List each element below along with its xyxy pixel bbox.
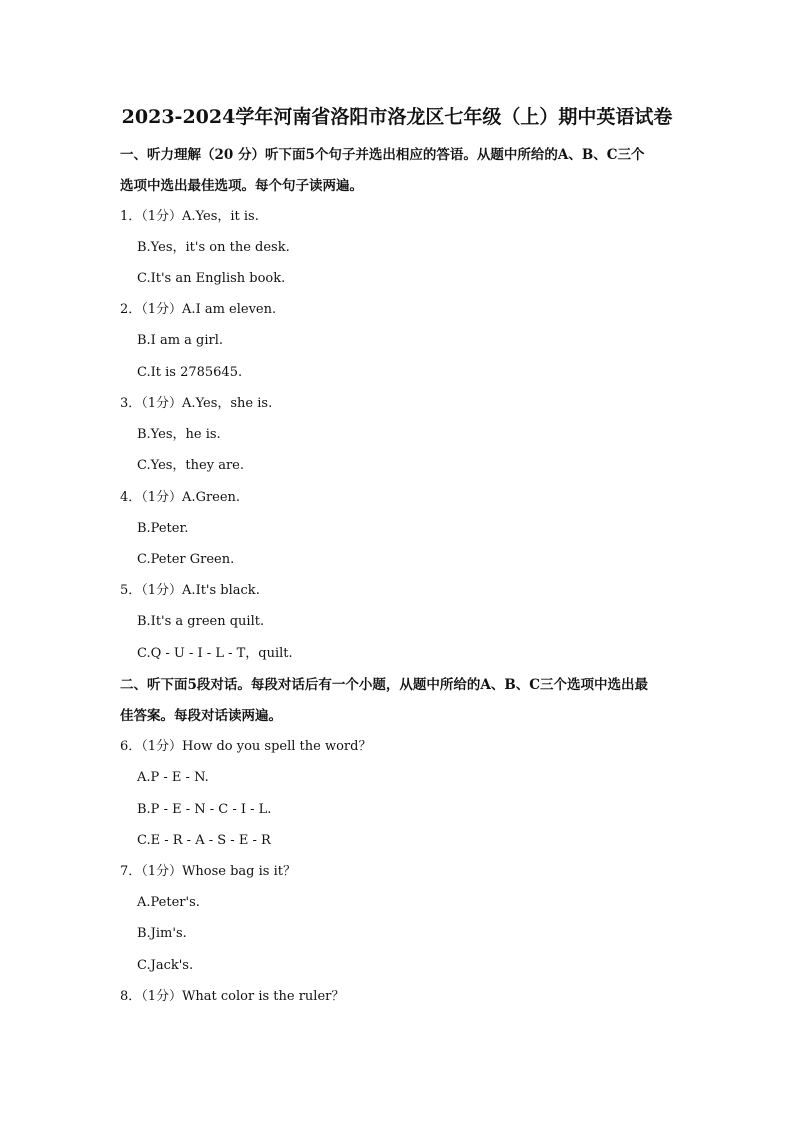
question-2-option: C.It is 2785645.: [137, 365, 243, 380]
question-1: 1．（1分）A.Yes，it is.: [120, 209, 259, 224]
question-6-option: C.E - R - A - S - E - R: [137, 833, 271, 848]
question-4-option: B.Peter.: [137, 521, 189, 536]
question-7: 7．（1分）Whose bag is it？: [120, 864, 296, 879]
question-4: 4．（1分）A.Green.: [120, 490, 241, 505]
page-title: 2023-2024学年河南省洛阳市洛龙区七年级（上）期中英语试卷: [121, 106, 673, 128]
question-2-option: B.I am a girl.: [137, 333, 224, 348]
question-1-option: C.It's an English book.: [137, 271, 286, 286]
section-1-heading: 一、听力理解（20 分）听下面5个句子并选出相应的答语。从题中所给的A、B、C三个: [120, 147, 645, 163]
question-7-option: C.Jack's.: [137, 958, 194, 973]
section-2-heading: 二、听下面5段对话。每段对话后有一个小题，从题中所给的A、B、C三个选项中选出最: [120, 677, 649, 693]
question-3-option: C.Yes，they are.: [137, 458, 244, 473]
section-2-heading: 佳答案。每段对话读两遍。: [120, 708, 282, 724]
question-6-option: B.P - E - N - C - I - L.: [137, 802, 272, 817]
question-6-option: A.P - E - N.: [137, 770, 209, 785]
question-5-option: C.Q - U - I - L - T，quilt.: [137, 646, 293, 661]
question-1-option: B.Yes，it's on the desk.: [137, 240, 290, 255]
question-8: 8．（1分）What color is the ruler？: [120, 989, 345, 1004]
question-3-option: B.Yes，he is.: [137, 427, 221, 442]
question-5-option: B.It's a green quilt.: [137, 614, 265, 629]
question-7-option: B.Jim's.: [137, 926, 187, 941]
question-3: 3．（1分）A.Yes，she is.: [120, 396, 273, 411]
question-6: 6．（1分）How do you spell the word？: [120, 739, 372, 754]
question-7-option: A.Peter's.: [137, 895, 200, 910]
question-5: 5．（1分）A.It's black.: [120, 583, 260, 598]
question-4-option: C.Peter Green.: [137, 552, 235, 567]
question-2: 2．（1分）A.I am eleven.: [120, 302, 277, 317]
section-1-heading: 选项中选出最佳选项。每个句子读两遍。: [120, 178, 363, 194]
